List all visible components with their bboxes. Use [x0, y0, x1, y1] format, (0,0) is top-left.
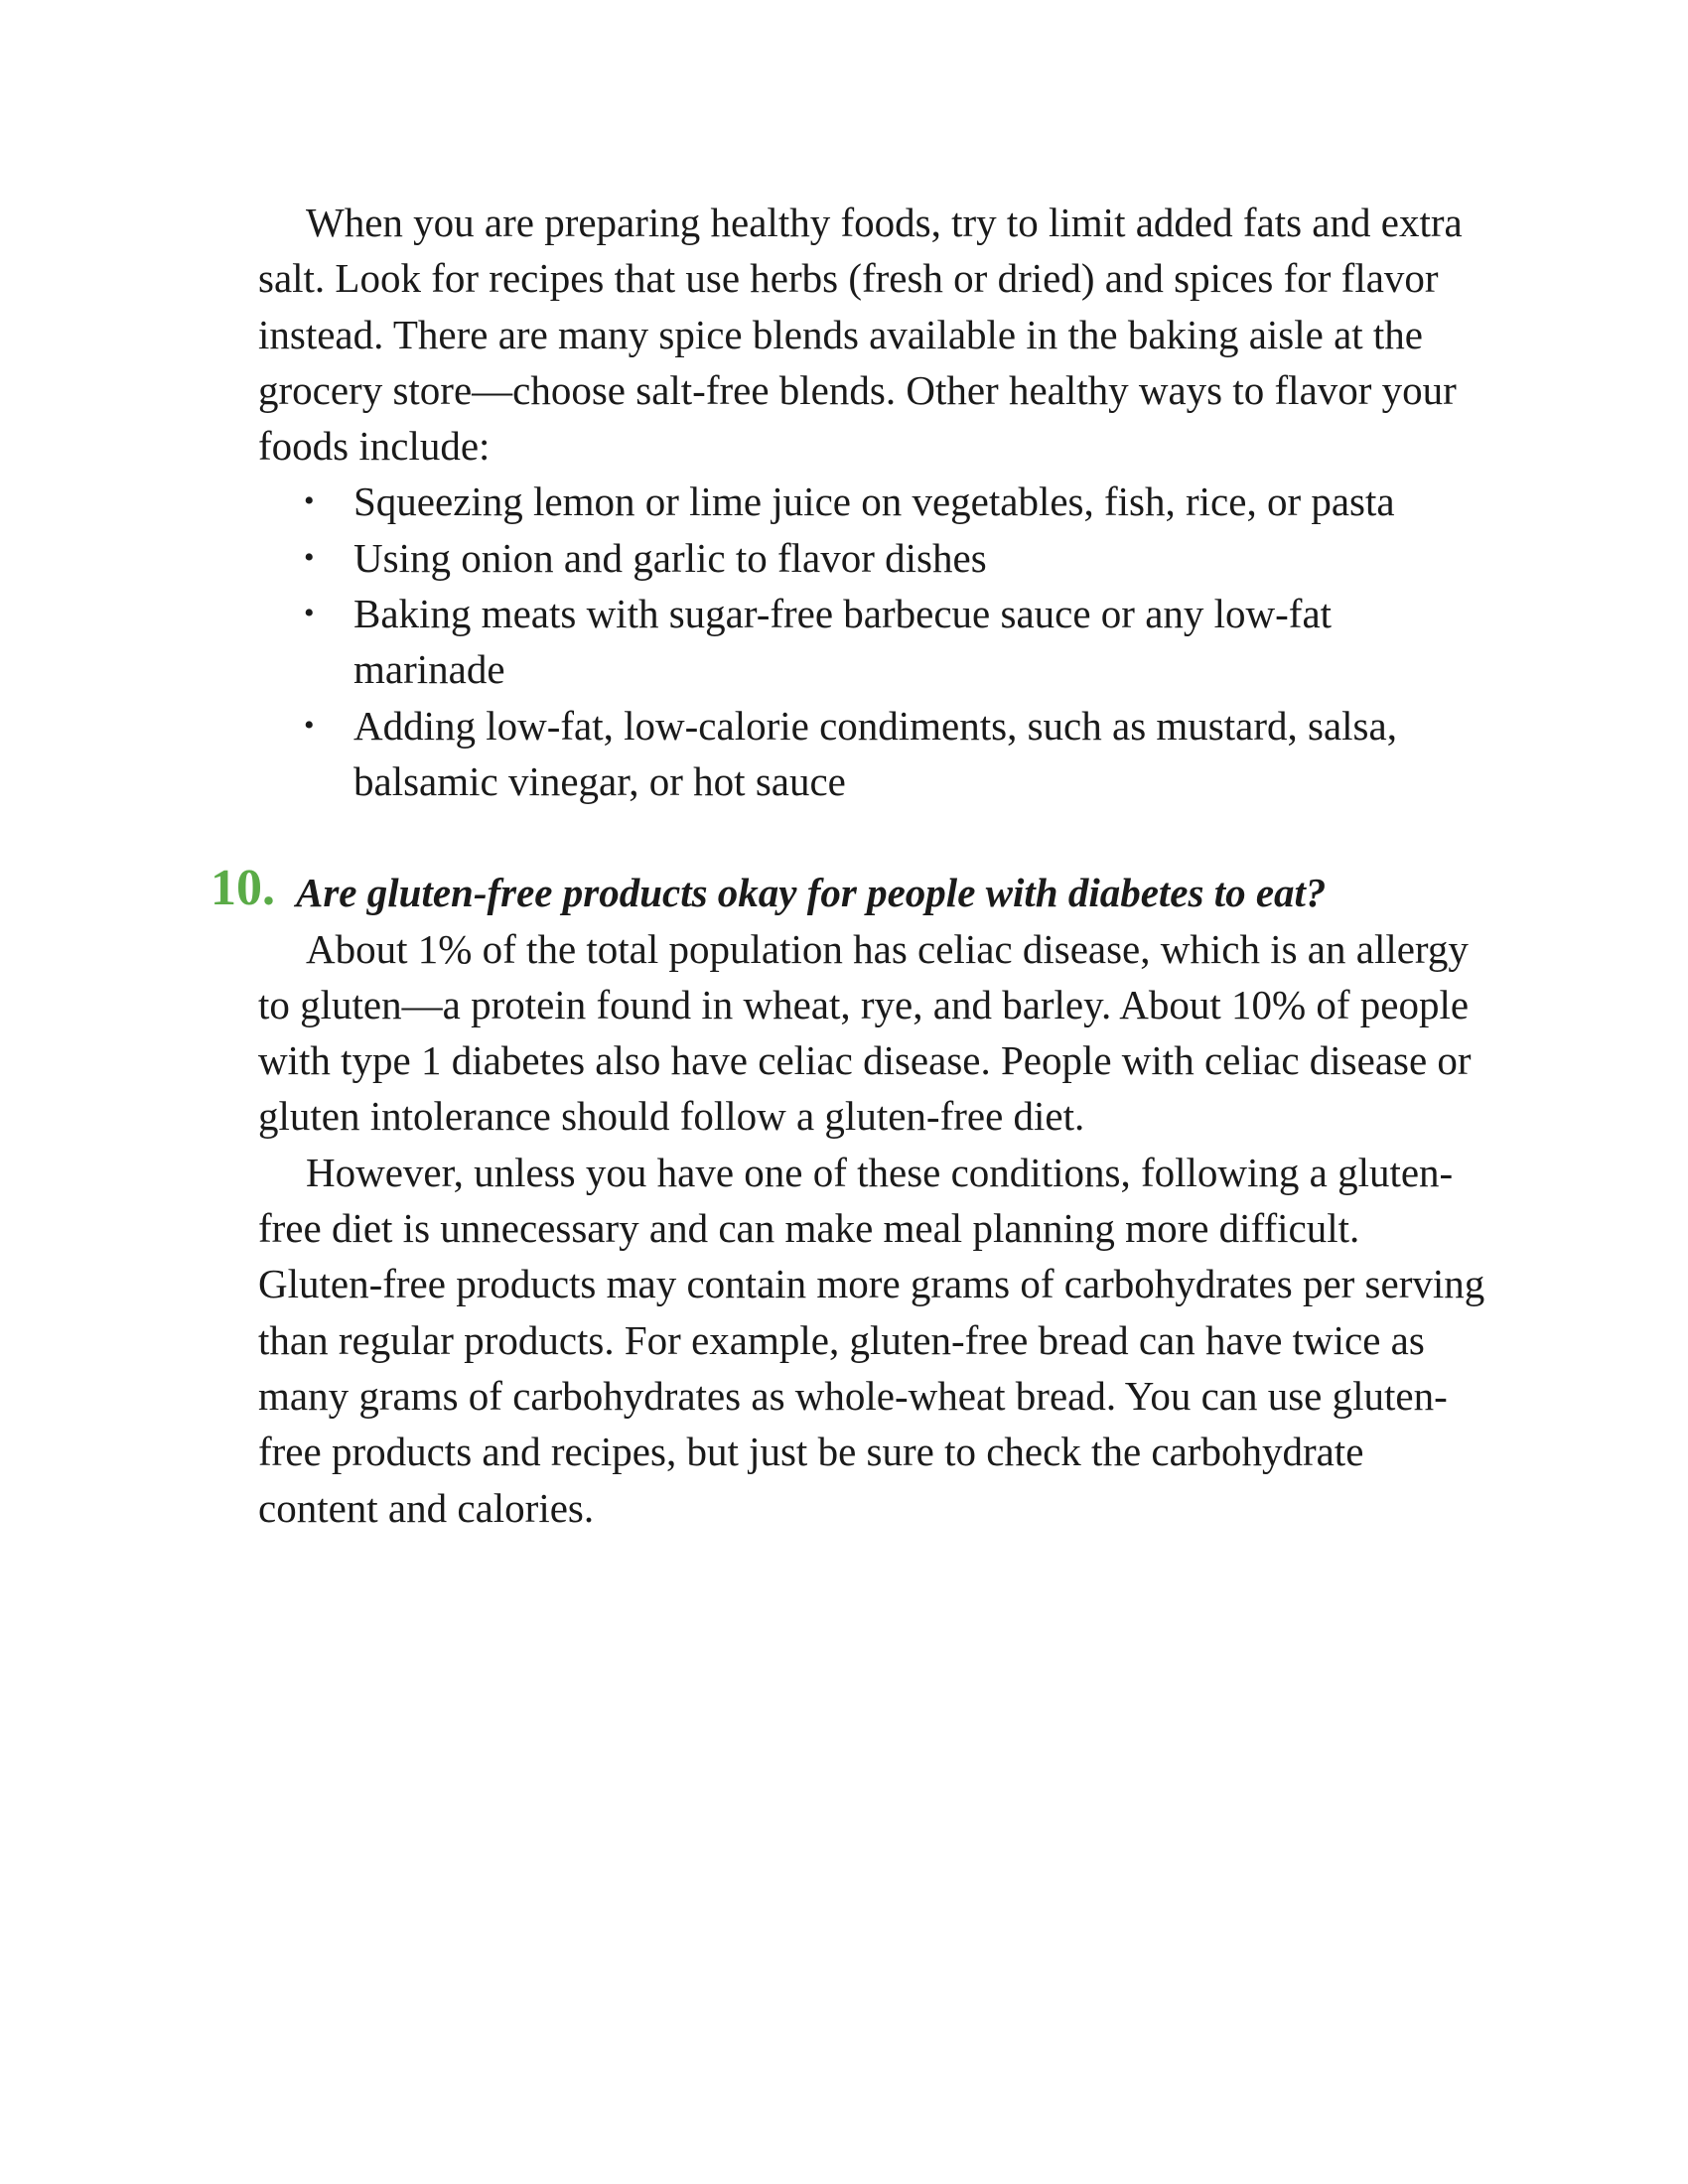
answer-paragraph: However, unless you have one of these conditions, following a gluten-free diet is unnecessary and can make meal planning more difficult. Gluten-free products may contain more grams of carbohydrates per serving than regular products. For example, gluten-free bread can have twice as many grams of carbohydrates as whole-wheat bread. You can use gluten-free products and recipes, but just be sure to check the carbohydrate content and calories.	[258, 1149, 1485, 1531]
page-content	[211, 195, 1489, 1536]
question-number: 10.	[211, 860, 275, 917]
answer-paragraph: About 1% of the total population has celiac disease, which is an allergy to gluten—a protein found in wheat, rye, and barley. About 10% of people with type 1 diabetes also have celiac disease. People with celiac disease or gluten intolerance should follow a gluten-free diet.	[258, 925, 1472, 1140]
intro-paragraph: When you are preparing healthy foods, try to limit added fats and extra salt. Look for recipes that use herbs (fresh or dried) and spices for flavor instead. There are many spice blends available in the baking aisle at the grocery store—choose salt-free blends. Other healthy ways to flavor your foods include:	[258, 200, 1463, 470]
list-item: • Using onion and garlic to flavor dishes	[304, 530, 1489, 586]
question-text: Are gluten-free products okay for people with diabetes to eat?	[296, 870, 1327, 916]
question-heading	[211, 860, 1489, 920]
flavor-tips-list	[258, 474, 1489, 809]
list-item: • Adding low-fat, low-calorie condiments, such as mustard, salsa, balsamic vinegar, or hot sauce	[304, 698, 1489, 810]
list-item: • Squeezing lemon or lime juice on vegetables, fish, rice, or pasta	[304, 474, 1489, 529]
list-item: • Baking meats with sugar-free barbecue sauce or any low-fat marinade	[304, 586, 1489, 698]
